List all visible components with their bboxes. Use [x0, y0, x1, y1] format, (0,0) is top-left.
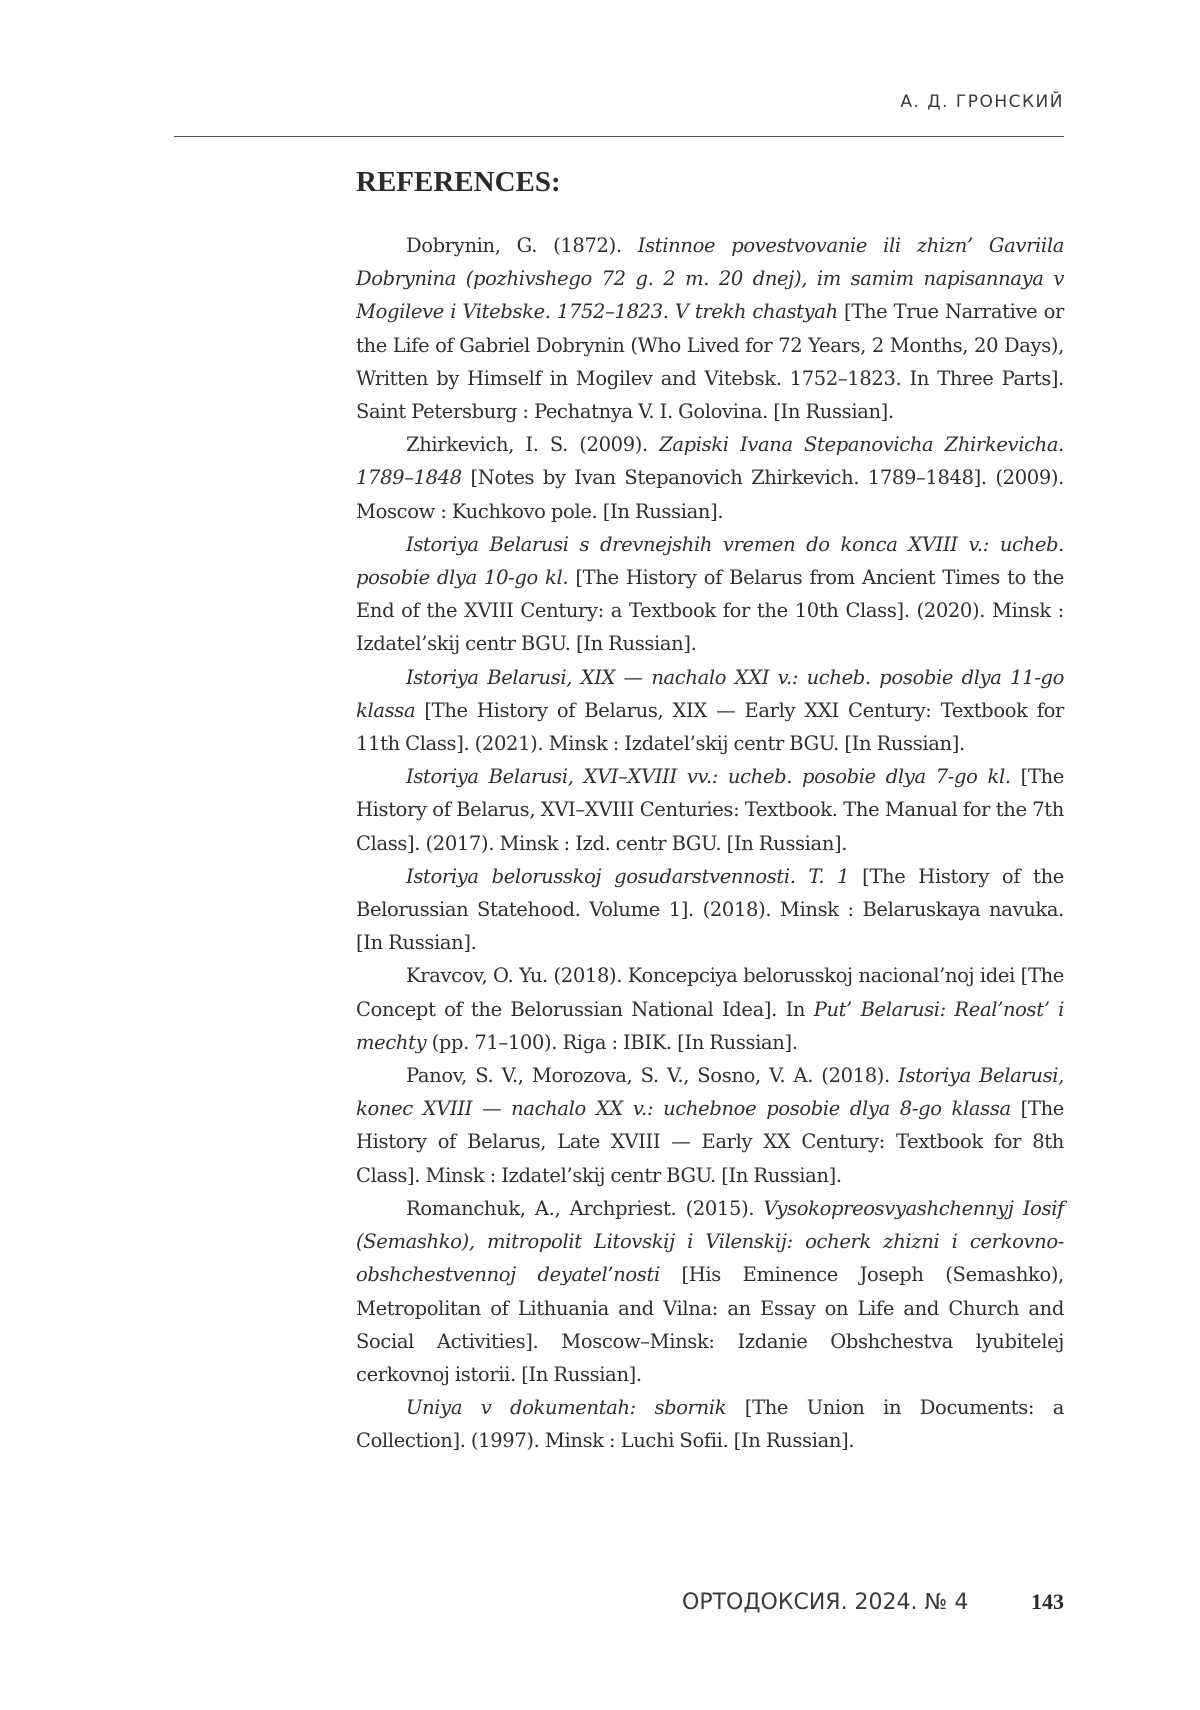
reference-text: Dobrynin, G. (1872). [406, 234, 638, 257]
reference-title: Istoriya Belarusi, konec XVIII — nachalo XX v.: uchebnoe posobie dlya 8-go klassa [356, 1064, 1064, 1121]
running-head: А. Д. ГРОНСКИЙ [900, 92, 1064, 112]
reference-title: Vysokopreosvyashchennyj Iosif (Semashko), mitropolit Litovskij i Vilenskij: ocherk zhizni i cerkovno-obshchestvennoj deyatel’nosti [356, 1196, 1064, 1287]
reference-title: Istoriya Belarusi, XVI–XVIII vv.: ucheb. posobie dlya 7-go kl. [406, 765, 1011, 789]
reference-text: [Notes by Ivan Stepanovich Zhirkevich. 1789–1848]. (2009). Moscow : Kuchkovo pole. [In Russian]. [356, 466, 1064, 523]
page-number: 143 [1031, 1589, 1064, 1614]
page-footer [0, 1590, 1200, 1630]
reference-item [356, 229, 1064, 428]
reference-item [356, 428, 1064, 528]
reference-title: Put’ Belarusi: Real’nost’ i mechty [356, 997, 1064, 1054]
reference-text: [The True Narrative or the Life of Gabriel Dobrynin (Who Lived for 72 Years, 2 Months, 20 Days), Written by Himself in Mogilev and Vitebsk. 1752–1823. In Three Parts]. Saint Petersburg : Pechatnya V. I. Golovina. [In Russian]. [356, 300, 1064, 424]
reference-item [356, 661, 1064, 761]
reference-title: Istoriya Belarusi, XIX — nachalo XXI v.: ucheb. posobie dlya 11-go klassa [356, 665, 1064, 722]
reference-item [356, 760, 1064, 860]
reference-item [356, 1391, 1064, 1457]
reference-title: Istoriya Belarusi s drevnejshih vremen do konca XVIII v.: ucheb. posobie dlya 10-go kl. [356, 532, 1064, 590]
reference-item [356, 860, 1064, 960]
journal-title: ОРТОДОКСИЯ. 2024. № 4 [682, 1590, 969, 1615]
header-rule [174, 136, 1064, 137]
reference-text: [The Union in Documents: a Collection]. (1997). Minsk : Luchi Sofii. [In Russian]. [356, 1396, 1065, 1453]
reference-item [356, 1192, 1064, 1391]
reference-text: (pp. 71–100). Riga : IBIK. [In Russian]. [426, 1030, 798, 1054]
main-content [356, 166, 1064, 1458]
reference-text: Panov, S. V., Morozova, S. V., Sosno, V. A. (2018). [406, 1064, 899, 1088]
reference-title: Uniya v dokumentah: sbornik [406, 1396, 727, 1420]
reference-text: [The History of Belarus, XVI–XVIII Centuries: Textbook. The Manual for the 7th Class]. (2017). Minsk : Izd. centr BGU. [In Russian]. [356, 765, 1064, 855]
reference-item [356, 959, 1064, 1059]
reference-list [356, 229, 1064, 1458]
section-heading: REFERENCES: [356, 166, 561, 198]
reference-text: Zhirkevich, I. S. (2009). [406, 433, 660, 457]
reference-item [356, 528, 1064, 661]
reference-text: [The History of Belarus, XIX — Early XXI Century: Textbook for 11th Class]. (2021). Minsk : Izdatel’skij centr BGU. [In Russian]. [356, 698, 1064, 756]
reference-text: [His Eminence Joseph (Semashko), Metropolitan of Lithuania and Vilna: an Essay on Life and Church and Social Activities]. Moscow–Minsk: Izdanie Obshchestva lyubitelej cerkovnoj istorii. [In Russian]. [356, 1263, 1064, 1386]
reference-text: Kravcov, O. Yu. (2018). Koncepciya belorusskoj nacional’noj idei [The Concept of the Belorussian National Idea]. In [356, 964, 1064, 1021]
reference-text: [The History of Belarus from Ancient Times to the End of the XVIII Century: a Textbook for the 10th Class]. (2020). Minsk : Izdatel’skij centr BGU. [In Russian]. [356, 566, 1064, 656]
reference-title: Zapiski Ivana Stepanovicha Zhirkevicha. 1789–1848 [356, 433, 1064, 490]
reference-title: Istoriya belorusskoj gosudarstvennosti. T. 1 [406, 864, 850, 888]
reference-text: [The History of Belarus, Late XVIII — Early XX Century: Textbook for 8th Class]. Minsk : Izdatel’skij centr BGU. [In Russian]. [356, 1097, 1064, 1187]
reference-text: Romanchuk, A., Archpriest. (2015). [406, 1196, 764, 1220]
reference-item [356, 1059, 1064, 1192]
reference-title: Istinnoe povestvovanie ili zhizn’ Gavriila Dobrynina (pozhivshego 72 g. 2 m. 20 dnej), im samim napisannaya v Mogileve i Vitebske. 1752–1823. V trekh chastyah [356, 234, 1064, 324]
reference-text: [The History of the Belorussian Statehood. Volume 1]. (2018). Minsk : Belaruskaya navuka. [In Russian]. [356, 864, 1064, 955]
